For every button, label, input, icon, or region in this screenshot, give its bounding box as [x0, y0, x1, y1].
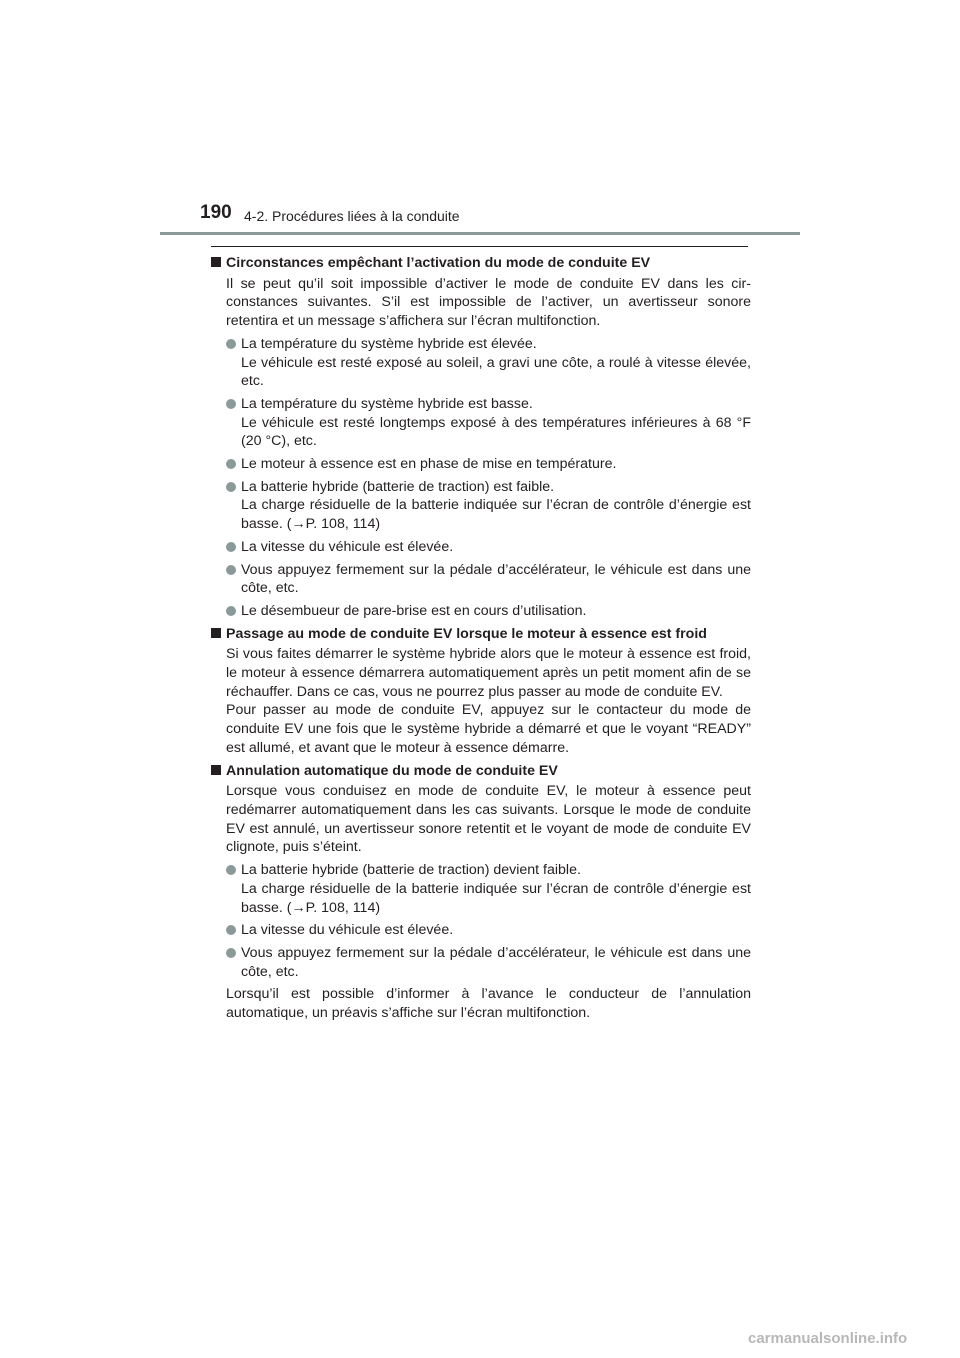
page-content: [209, 254, 751, 1027]
list-item: [226, 478, 751, 534]
list-item-text: La vitesse du véhicule est élevée.: [241, 922, 454, 939]
round-bullet-icon: [226, 948, 236, 958]
round-bullet-icon: [226, 542, 236, 552]
list-item: [226, 395, 751, 451]
section-paragraph: Lorsque vous conduisez en mode de conduite EV, le moteur à essence peut redémarrer automatiquement dans les cas suivants. Lorsque le mode de conduite EV est annulé, un avertisseur sonore retentit et le voyant de mode de conduite EV clignote, puis s’éteint.: [226, 783, 751, 856]
list-item: [226, 455, 751, 474]
chapter-title: 4-2. Procédures liées à la conduite: [244, 208, 460, 224]
section-ev-blocked: [209, 254, 751, 621]
square-bullet-icon: [211, 257, 221, 267]
list-item: [226, 921, 751, 940]
watermark: carmanualsonline.info: [748, 1330, 908, 1347]
list-item-text: Vous appuyez fermement sur la pédale d’accélérateur, le véhicule est dans une côte, etc.: [241, 561, 751, 597]
list-item: [226, 602, 751, 621]
round-bullet-icon: [226, 925, 236, 935]
round-bullet-icon: [226, 482, 236, 492]
round-bullet-icon: [226, 339, 236, 349]
section-paragraph: Si vous faites démarrer le système hybride alors que le moteur à essence est froid, le moteur à essence démarrera automatiquement après un petit moment afin de se réchauffer. Dans ce cas, vous ne pourrez plus passer au mode de conduite EV. Pour passer au mode de conduite EV, appuyez sur le contacteur du mode de conduite EV une fois que le système hybride a démarré et que le voyant “READY” est allumé, et avant que le moteur à essence démarre.: [226, 646, 751, 756]
list-item-text: La température du système hybride est élevée. Le véhicule est resté exposé au soleil, a gravi une côte, a roulé à vitesse élevée, etc.: [241, 335, 751, 390]
square-bullet-icon: [211, 628, 221, 638]
section-title: Annulation automatique du mode de conduite EV: [226, 762, 558, 779]
section-title: Passage au mode de conduite EV lorsque le moteur à essence est froid: [226, 625, 707, 642]
list-item: [226, 944, 751, 981]
section-paragraph: Il se peut qu’il soit impossible d’activer le mode de conduite EV dans les cir-constances suivantes. S’il est impossible de l’activer, un avertisseur sonore retentira et un message s’affichera sur l’écran multifonction.: [226, 275, 751, 330]
list-item: [226, 861, 751, 917]
list-item-text: Le désembueur de pare-brise est en cours d’utilisation.: [241, 602, 587, 619]
list-item-text: La température du système hybride est basse. Le véhicule est resté longtemps exposé à des températures inférieures à 68 °F (20 °C), etc.: [241, 395, 751, 450]
list-item: [226, 561, 751, 598]
section-paragraph: Lorsqu’il est possible d’informer à l’avance le conducteur de l’annulation automatique, un préavis s’affiche sur l’écran multifonction.: [226, 986, 751, 1022]
round-bullet-icon: [226, 865, 236, 875]
list-item-text: Vous appuyez fermement sur la pédale d’accélérateur, le véhicule est dans une côte, etc.: [241, 944, 751, 980]
round-bullet-icon: [226, 606, 236, 616]
list-item-text: La vitesse du véhicule est élevée.: [241, 538, 454, 555]
section-rule: [211, 246, 748, 247]
square-bullet-icon: [211, 765, 221, 775]
header-rule: [160, 232, 800, 235]
round-bullet-icon: [226, 565, 236, 575]
list-item: [226, 538, 751, 557]
list-item-text: Le moteur à essence est en phase de mise en température.: [241, 456, 617, 473]
page-number: 190: [200, 202, 232, 223]
section-cold-engine: [209, 625, 751, 758]
round-bullet-icon: [226, 399, 236, 409]
list-item: [226, 335, 751, 391]
section-auto-cancel: [209, 762, 751, 1023]
round-bullet-icon: [226, 459, 236, 469]
section-title: Circonstances empêchant l’activation du mode de conduite EV: [226, 255, 651, 271]
list-item-text: La batterie hybride (batterie de traction) est faible. La charge résiduelle de la batterie indiquée sur l’écran de contrôle d’énergie est basse. (→P. 108, 114): [241, 478, 751, 533]
list-item-text: La batterie hybride (batterie de traction) devient faible. La charge résiduelle de la batterie indiquée sur l’écran de contrôle d’énergie est basse. (→P. 108, 114): [241, 862, 751, 916]
